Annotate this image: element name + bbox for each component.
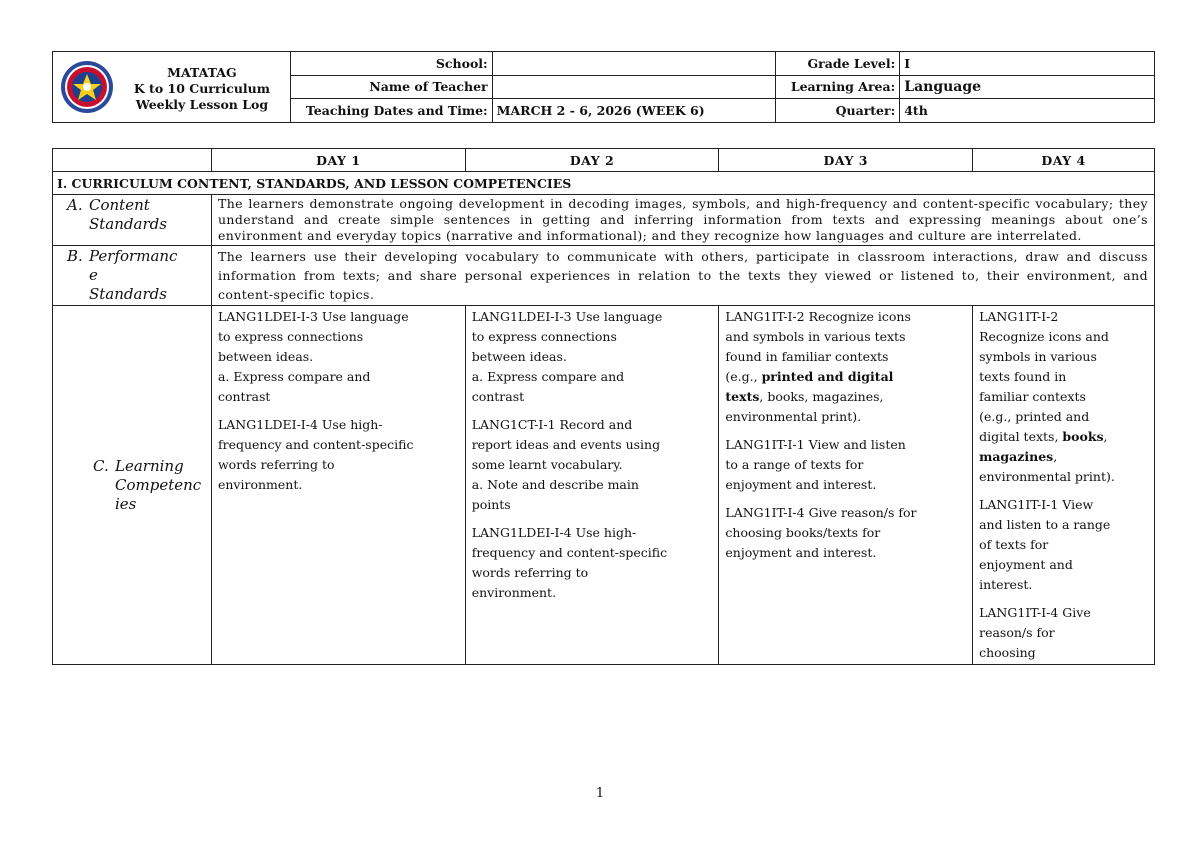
text-line: environmental print). [979, 469, 1115, 484]
performance-standards-text: The learners use their developing vocabulary to communicate with others, participate in classroom interactions, draw and discuss information from texts; and share personal experiences in relation to the texts they viewed or listened to, their environment, and content-specific topics. [211, 246, 1154, 306]
day-4-competency-1 [979, 307, 1148, 487]
text-line: to express connections [217, 329, 364, 344]
text-line: between ideas. [471, 349, 567, 364]
text-line: LANG1CT-I-1 Record and [471, 417, 633, 432]
learning-competencies-label-line3: ies [115, 494, 137, 513]
text-line: enjoyment and interest. [725, 545, 877, 560]
day-4-competencies [973, 306, 1155, 665]
content-standards-label-line1: Content [89, 196, 150, 214]
day-4-competency-3 [979, 603, 1148, 663]
text-line: environmental print). [725, 409, 862, 424]
day-3-competency-3 [725, 503, 966, 563]
day-2-competencies [465, 306, 719, 665]
text-line: report ideas and events using [471, 437, 661, 452]
text-line: a. Express compare and [471, 369, 625, 384]
text-line: points [471, 497, 511, 512]
quarter-label: Quarter: [776, 99, 900, 123]
lesson-log-table [52, 148, 1155, 665]
day-4-competency-2 [979, 495, 1148, 595]
text-line: LANG1LDEI-I-4 Use high- [217, 417, 383, 432]
bold-text: magazines [979, 449, 1054, 464]
text-line: words referring to [217, 457, 335, 472]
day-header-row [53, 149, 1155, 172]
text-line: Recognize icons and [979, 329, 1109, 344]
performance-standards-label-line1: Performanc [89, 247, 178, 265]
text-line: of texts for [979, 537, 1049, 552]
text-line: environment. [471, 585, 557, 600]
day-1-competencies [211, 306, 465, 665]
day-3-competency-2 [725, 435, 966, 495]
text-line: LANG1LDEI-I-3 Use language [217, 309, 409, 324]
text-line: contrast [217, 389, 271, 404]
teacher-label: Name of Teacher [290, 75, 492, 99]
text-run: digital texts, [979, 429, 1063, 444]
text-line: LANG1LDEI-I-4 Use high- [471, 525, 637, 540]
quarter-value[interactable]: 4th [900, 99, 1155, 123]
text-line: texts found in [979, 369, 1067, 384]
text-line: found in familiar contexts [725, 349, 889, 364]
text-line: frequency and content-specific [217, 437, 414, 452]
day-1-competency-1 [218, 307, 459, 407]
text-line: reason/s for [979, 625, 1055, 640]
day-1-header: DAY 1 [211, 149, 465, 172]
text-line: a. Express compare and [217, 369, 371, 384]
text-line: to a range of texts for [725, 457, 864, 472]
text-line: frequency and content-specific [471, 545, 668, 560]
learning-area-value[interactable]: Language [900, 75, 1155, 99]
text-line: and listen to a range [979, 517, 1111, 532]
text-line: symbols in various [979, 349, 1097, 364]
grade-level-label: Grade Level: [776, 52, 900, 76]
text-line [725, 367, 966, 387]
text-line: LANG1IT-I-4 Give [979, 605, 1091, 620]
text-run: , books, magazines, [759, 389, 884, 404]
org-title [114, 61, 290, 113]
day-2-competency-3 [472, 523, 713, 603]
day-4-header: DAY 4 [973, 149, 1155, 172]
day-3-competencies [719, 306, 973, 665]
performance-standards-label [53, 246, 212, 306]
dates-label: Teaching Dates and Time: [290, 99, 492, 123]
text-line: contrast [471, 389, 525, 404]
text-line: a. Note and describe main [471, 477, 639, 492]
school-label: School: [290, 52, 492, 76]
page-number: 1 [595, 786, 605, 801]
day-2-competency-1 [472, 307, 713, 407]
text-line: interest. [979, 577, 1033, 592]
text-line: enjoyment and [979, 557, 1073, 572]
bold-text: texts [725, 389, 760, 404]
day-1-competency-2 [218, 415, 459, 495]
learning-competencies-label-line1: Learning [115, 456, 184, 475]
learning-area-label: Learning Area: [776, 75, 900, 99]
performance-standards-label-line2: e [89, 266, 98, 284]
deped-seal-icon [60, 60, 114, 114]
text-line: between ideas. [217, 349, 314, 364]
dates-value[interactable]: MARCH 2 - 6, 2026 (WEEK 6) [492, 99, 776, 123]
text-line: LANG1IT-I-1 View and listen [725, 437, 906, 452]
text-line: environment. [217, 477, 303, 492]
content-standards-letter: A. [67, 196, 83, 214]
teacher-field[interactable] [492, 75, 776, 99]
day-3-competency-1 [725, 307, 966, 427]
org-line-1: MATATAG [167, 65, 237, 80]
text-run: (e.g., [725, 369, 762, 384]
grade-level-value[interactable]: I [900, 52, 1155, 76]
bold-text: books [1062, 429, 1104, 444]
performance-standards-letter: B. [67, 247, 83, 265]
text-line: choosing [979, 645, 1036, 660]
text-line: LANG1IT-I-4 Give reason/s for [725, 505, 917, 520]
text-line: words referring to [471, 565, 589, 580]
text-line: (e.g., printed and [979, 409, 1090, 424]
day-2-competency-2 [472, 415, 713, 515]
text-line: some learnt vocabulary. [471, 457, 623, 472]
section-row [53, 172, 1155, 195]
text-line: LANG1IT-I-1 View [979, 497, 1094, 512]
text-line: and symbols in various texts [725, 329, 906, 344]
text-line [979, 447, 1148, 467]
header-table [52, 51, 1155, 123]
text-line: choosing books/texts for [725, 525, 881, 540]
performance-standards-row [53, 246, 1155, 306]
day-2-header: DAY 2 [465, 149, 719, 172]
learning-competencies-label [53, 306, 212, 665]
learning-competencies-label-line2: Competenc [115, 475, 202, 494]
performance-standards-label-line3: Standards [89, 285, 167, 303]
text-line: LANG1LDEI-I-3 Use language [471, 309, 663, 324]
logo-cell [53, 52, 291, 123]
text-run: , [1103, 429, 1108, 444]
content-standards-row [53, 195, 1155, 246]
learning-competencies-row [53, 306, 1155, 665]
content-standards-label-line2: Standards [89, 215, 167, 233]
day-3-header: DAY 3 [719, 149, 973, 172]
text-run: , [1053, 449, 1058, 464]
text-line: to express connections [471, 329, 617, 344]
bold-text: printed and digital [761, 369, 894, 384]
content-standards-label [53, 195, 212, 246]
text-line [725, 387, 966, 407]
text-line: LANG1IT-I-2 Recognize icons [725, 309, 911, 324]
school-field[interactable] [492, 52, 776, 76]
org-line-3: Weekly Lesson Log [135, 97, 269, 112]
text-line: LANG1IT-I-2 [979, 309, 1059, 324]
text-line [979, 427, 1148, 447]
learning-competencies-letter: C. [93, 456, 109, 475]
section-title: I. CURRICULUM CONTENT, STANDARDS, AND LESSON COMPETENCIES [53, 172, 1155, 195]
content-standards-text: The learners demonstrate ongoing development in decoding images, symbols, and high-frequency and content-specific vocabulary; they understand and create simple sentences in getting and inferring information from texts and expressing meanings about one’s environment and everyday topics (narrative and informational); and they recognize how languages and culture are interrelated. [211, 195, 1154, 246]
org-line-2: K to 10 Curriculum [133, 81, 270, 96]
corner-cell [53, 149, 212, 172]
text-line: enjoyment and interest. [725, 477, 877, 492]
text-line: familiar contexts [979, 389, 1086, 404]
